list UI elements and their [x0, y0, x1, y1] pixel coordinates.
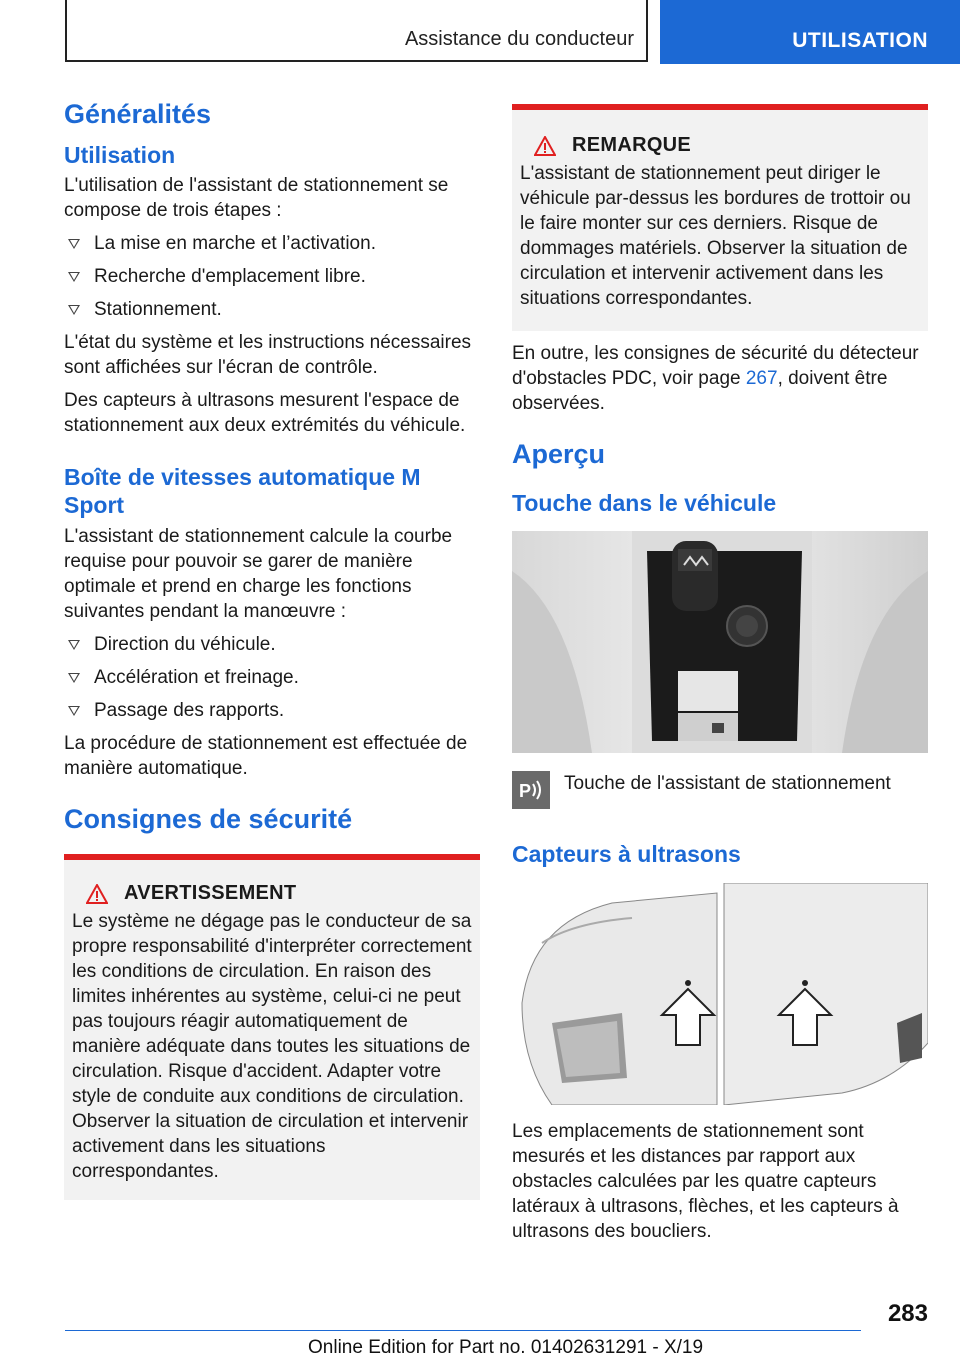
svg-text:P: P — [519, 781, 532, 802]
parking-assistant-icon — [512, 771, 550, 809]
left-column — [64, 98, 480, 1200]
list-item: Direction du véhicule. — [64, 632, 480, 657]
footer-edition: Online Edition for Part no. 01402631291 - X/19 — [308, 1337, 704, 1358]
list-item: Accélération et freinage. — [64, 665, 480, 690]
triangle-bullet-icon — [68, 239, 80, 249]
footer-divider — [65, 1330, 861, 1331]
remarque-box — [512, 104, 928, 331]
legend-touche — [512, 771, 928, 809]
page-reference-link[interactable]: 267 — [745, 368, 778, 389]
heading-consignes: Consignes de sécurité — [64, 803, 353, 834]
warning-box — [64, 854, 480, 1200]
heading-utilisation: Utilisation — [64, 141, 176, 168]
list-item: Stationnement. — [64, 297, 480, 322]
header-section-box — [65, 0, 648, 62]
heading-generalites: Généralités — [64, 99, 212, 129]
warning-triangle-icon — [86, 884, 108, 904]
warning-triangle-icon — [534, 136, 556, 156]
heading-apercu: Aperçu — [512, 439, 606, 469]
triangle-bullet-icon — [68, 706, 80, 716]
heading-touche: Touche dans le véhicule — [512, 489, 777, 516]
heading-boite-vitesses: Boîte de vitesses automatique M Sport — [64, 464, 421, 518]
functions-list — [64, 632, 480, 723]
warning-title: AVERTISSEMENT — [124, 882, 297, 905]
legend-touche-text: Touche de l'assistant de stationnement — [564, 773, 891, 795]
header-chapter-tab — [660, 0, 960, 64]
header-section-title: Assistance du conducteur — [404, 28, 634, 50]
list-item: Recherche d'emplacement libre. — [64, 264, 480, 289]
center-console-image — [512, 531, 928, 753]
triangle-bullet-icon — [68, 673, 80, 683]
page-number: 283 — [887, 1300, 928, 1327]
paragraph-pdc: En outre, les consignes de sécurité du détecteur d'obstacles PDC, voir page 267, doivent être observées. — [512, 343, 919, 414]
header-chapter-title: UTILISATION — [792, 29, 928, 52]
remarque-title: REMARQUE — [572, 134, 692, 156]
remarque-text: L'assistant de stationnement peut diriger le véhicule par-dessus les bordures de trottoir ou le faire monter sur ces derniers. Risque de dommages matériels. Observer la situation de circulation et intervenir activement dans les situations correspondantes. — [520, 163, 911, 309]
warning-text: Le système ne dégage pas le conducteur de sa propre responsabilité d'interpréter correctement les conditions de circulation. En raison des limites inhérentes au système, celui-ci ne peut pas toujours réagir automatiquement de manière adéquate dans toutes les situations de circulation. Risque d'accident. Adapter votre style de conduite aux conditions de circulation. Observer la situation de circulation et intervenir activement dans les situations correspondantes. — [72, 911, 472, 1183]
triangle-bullet-icon — [68, 272, 80, 282]
triangle-bullet-icon — [68, 305, 80, 315]
paragraph-boite: L'assistant de stationnement calcule la courbe requise pour pouvoir se garer de manière optimale et prend en charge les fonctions suivantes pendant la manœuvre : — [64, 525, 453, 622]
paragraph-affichage: L'état du système et les instructions nécessaires sont affichées sur l'écran de contrôle. — [64, 332, 472, 379]
paragraph-automatique: La procédure de stationnement est effectuée de manière automatique. — [64, 732, 468, 779]
triangle-bullet-icon — [68, 640, 80, 650]
list-item: Passage des rapports. — [64, 698, 480, 723]
paragraph-capteurs: Des capteurs à ultrasons mesurent l'espace de stationnement aux deux extrémités du véhicule. — [64, 390, 466, 437]
ultrasonic-sensors-image — [512, 883, 928, 1105]
paragraph-utilisation: L'utilisation de l'assistant de stationnement se compose de trois étapes : — [64, 175, 449, 222]
paragraph-emplacements: Les emplacements de stationnement sont mesurés et les distances par rapport aux obstacles calculées par les quatre capteurs latéraux à ultrasons, flèches, et les capteurs à ultrasons des boucliers. — [512, 1120, 899, 1242]
heading-capteurs: Capteurs à ultrasons — [512, 841, 741, 868]
right-column — [512, 104, 928, 1252]
list-item: La mise en marche et l’activation. — [64, 231, 480, 256]
steps-list — [64, 231, 480, 322]
